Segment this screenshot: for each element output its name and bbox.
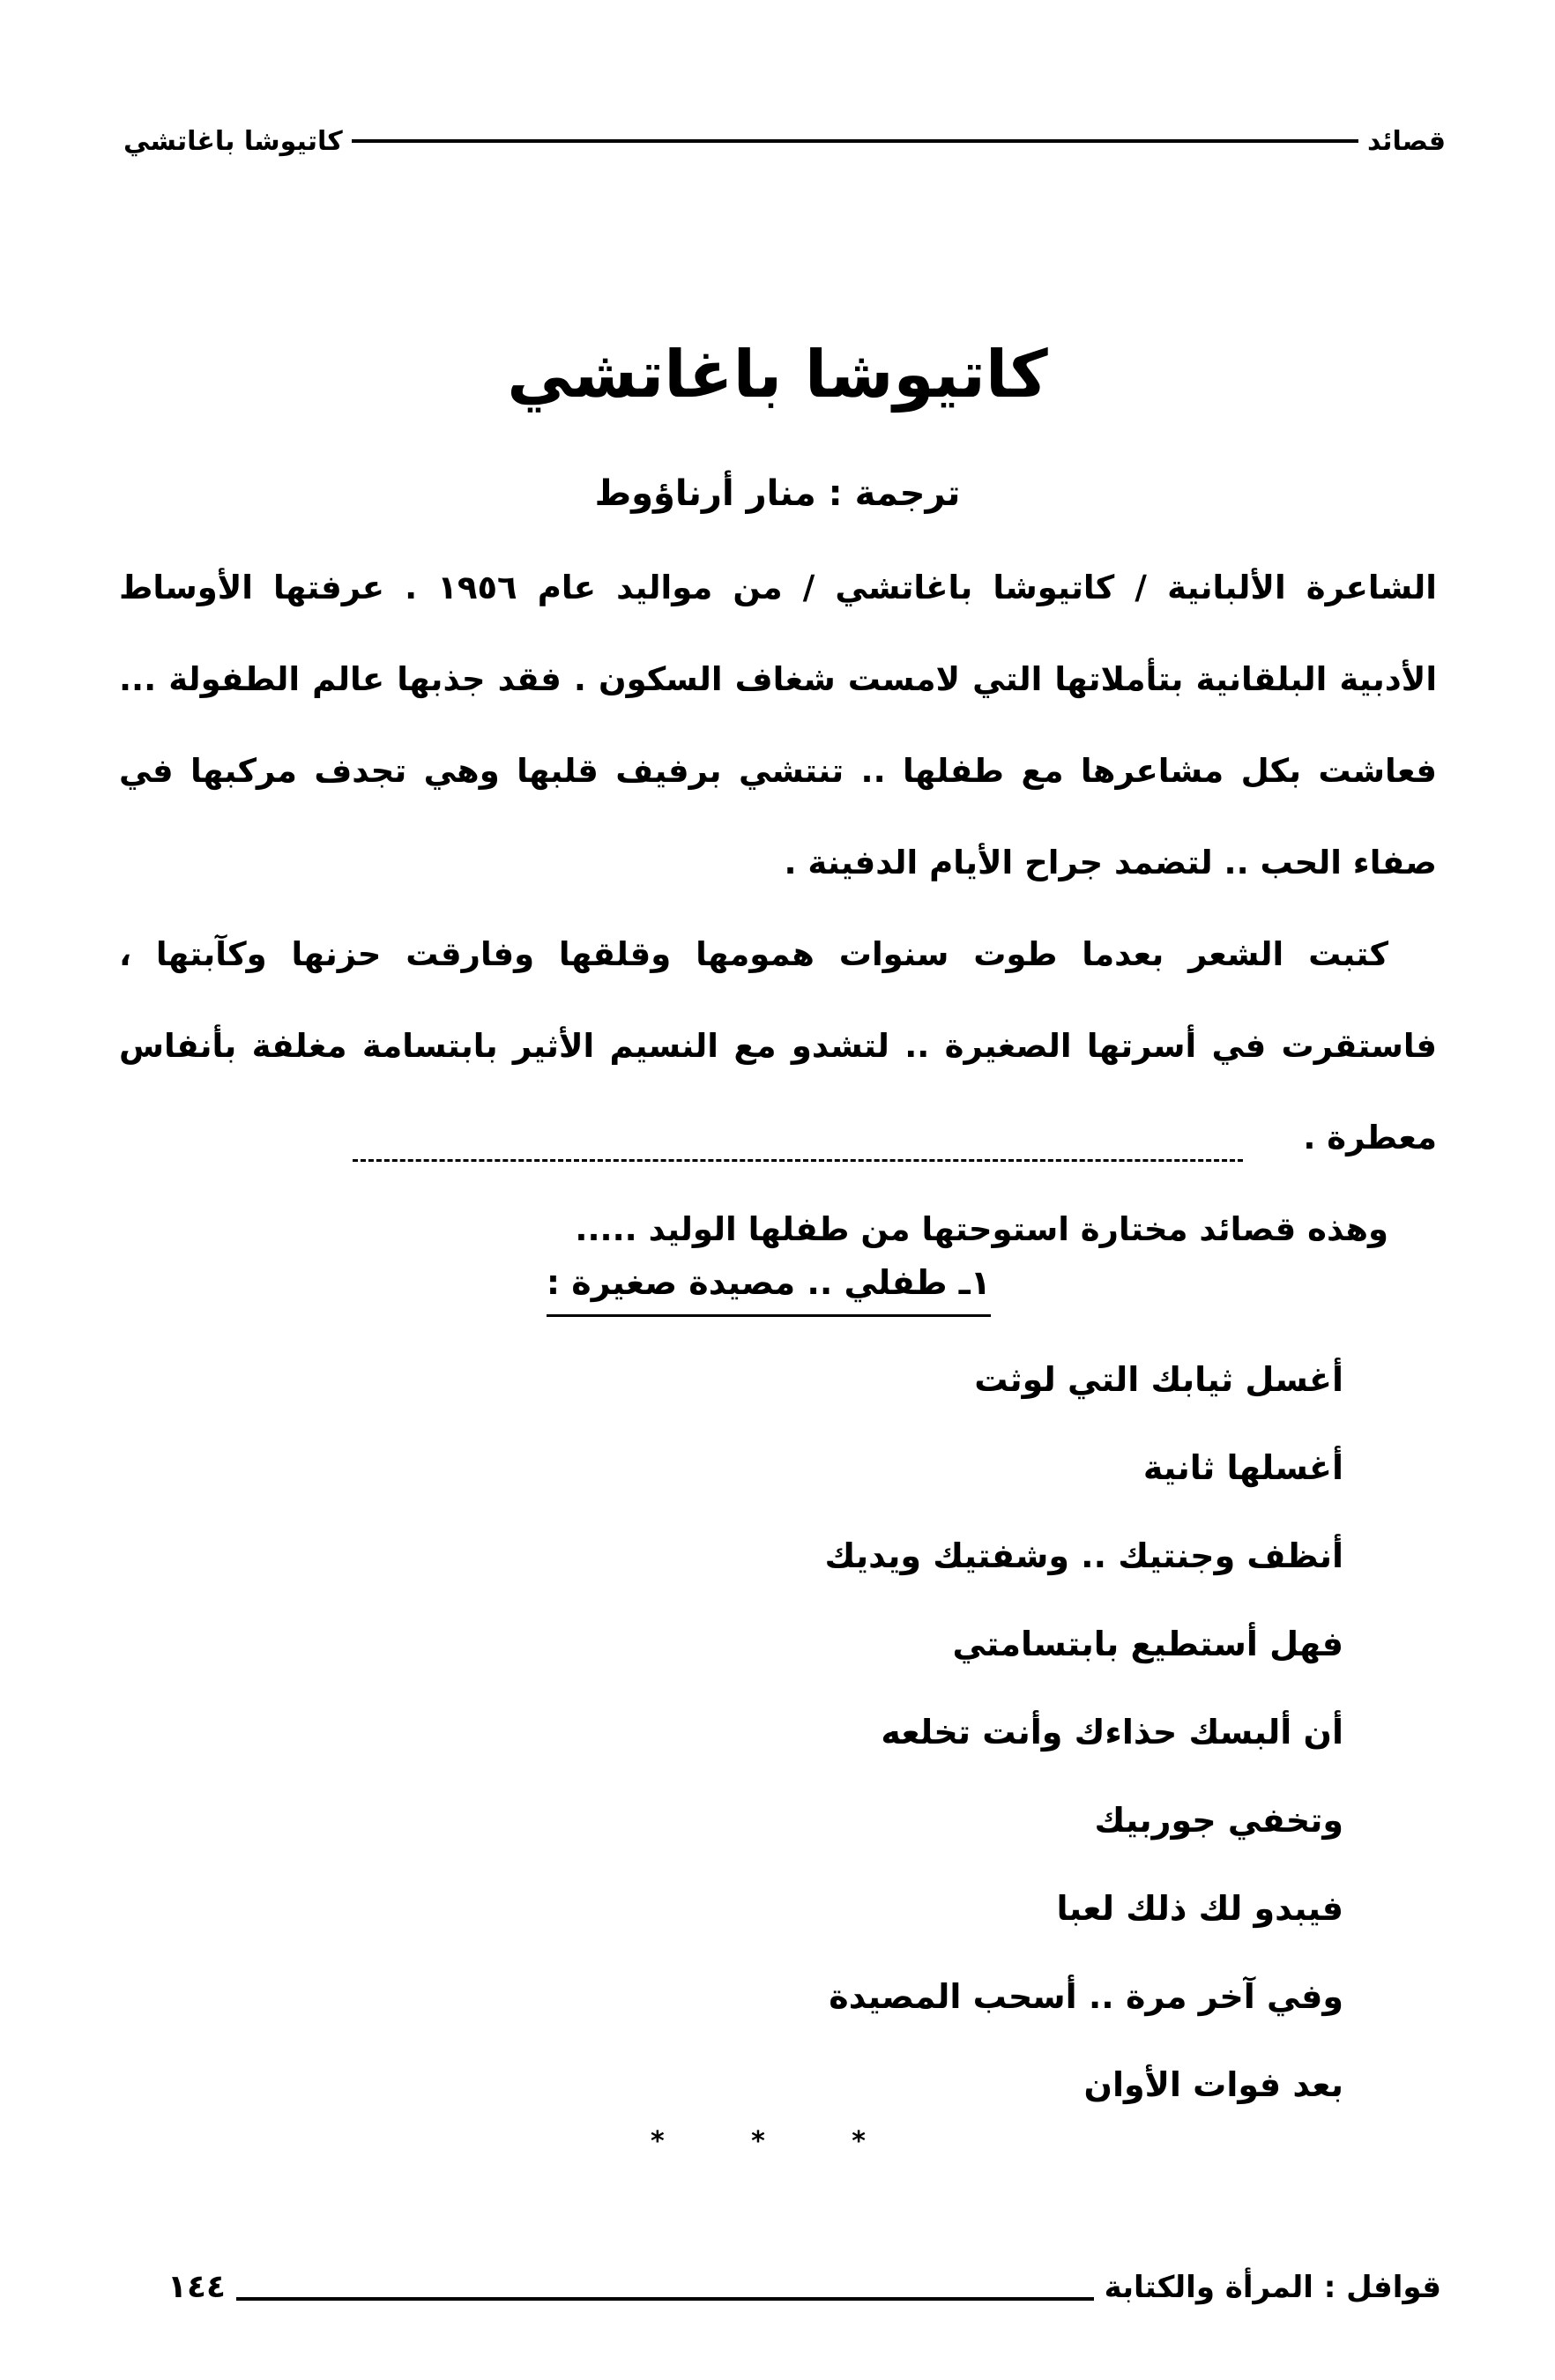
poem-line: بعد فوات الأوان	[1083, 2065, 1343, 2104]
section-separator-stars: * * *	[651, 2126, 904, 2157]
poem-line: وتخفي جوربيك	[1094, 1801, 1343, 1840]
poem-line: وفي آخر مرة .. أسحب المصيدة	[829, 1977, 1343, 2016]
translator-credit: ترجمة : منار أرناؤوط	[594, 473, 961, 514]
header-section-label: قصائد	[1366, 125, 1446, 157]
running-footer	[167, 2257, 1441, 2309]
header-author-name: كاتيوشا باغاتشي	[123, 125, 343, 157]
intro-paragraph-2: كتبت الشعر بعدما طوت سنوات همومها وقلقها وفارقت حزنها وكآبتها ، فاستقرت في أسرتها الصغيرة .. لتشدو مع النسيم الأثير بابتسامة مغلفة بأنفاس معطرة .	[119, 935, 1437, 1157]
page-number: ١٤٤	[167, 2269, 226, 2305]
footer-rule	[236, 2297, 1094, 2301]
poem-line: فيبدو لك ذلك لعبا	[1056, 1889, 1343, 1928]
poem-line: أن ألبسك حذاءك وأنت تخلعه	[881, 1713, 1343, 1752]
header-rule	[352, 139, 1358, 143]
poem-line: فهل أستطيع بابتسامتي	[952, 1625, 1343, 1663]
poem-line: أغسلها ثانية	[1142, 1448, 1343, 1487]
running-header	[123, 119, 1446, 163]
poem-heading: ١ـ طفلي .. مصيدة صغيرة :	[547, 1256, 991, 1317]
poem-line: أنظف وجنتيك .. وشفتيك ويديك	[824, 1536, 1343, 1575]
dashed-divider	[353, 1159, 1243, 1162]
intro-paragraph-3: وهذه قصائد مختارة استوحتها من طفلها الوليد .....	[575, 1210, 1388, 1248]
footer-journal-title: قوافل : المرأة والكتابة	[1104, 2270, 1441, 2305]
page-title: كاتيوشا باغاتشي	[507, 337, 1048, 413]
poem	[726, 1335, 1343, 2129]
intro-text	[119, 542, 1437, 1276]
poem-line: أغسل ثيابك التي لوثت	[974, 1360, 1343, 1399]
intro-paragraph-1: الشاعرة الألبانية / كاتيوشا باغاتشي / من مواليد عام ١٩٥٦ . عرفتها الأوساط الأدبية البلقانية بتأملاتها التي لامست شغاف السكون . فقد جذبها عالم الطفولة ... فعاشت بكل مشاعرها مع طفلها .. تنتشي برفيف قلبها وهي تجدف مركبها في صفاء الحب .. لتضمد جراح الأيام الدفينة .	[119, 569, 1437, 881]
